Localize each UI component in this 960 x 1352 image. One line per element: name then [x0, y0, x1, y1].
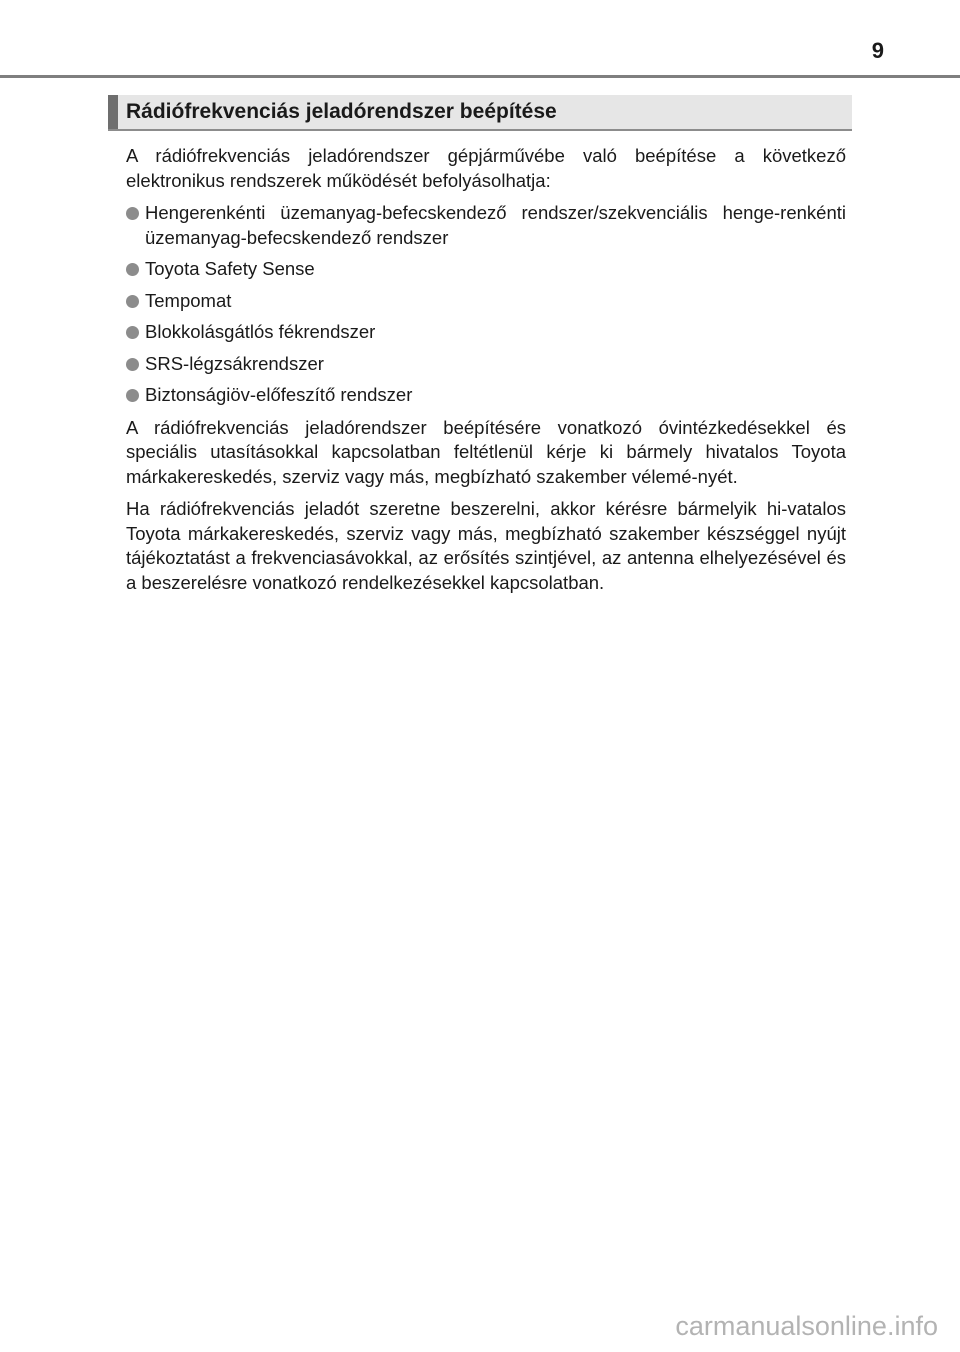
list-item [126, 352, 846, 377]
affected-systems-list [126, 201, 846, 408]
list-item [126, 289, 846, 314]
list-item [126, 320, 846, 345]
main-content [126, 144, 846, 603]
top-divider [0, 75, 960, 78]
list-item-text: Toyota Safety Sense [145, 258, 315, 279]
precautions-paragraph: A rádiófrekvenciás jeladórendszer beépítésére vonatkozó óvintézkedésekkel és speciális utasításokkal kapcsolatban feltétlenül kérje ki bármely hivatalos Toyota márkakereskedés, szerviz vagy más, megbízható szakember vélemé-nyét. [126, 416, 846, 487]
page-number: 9 [871, 38, 884, 63]
section-header [108, 95, 852, 131]
list-item [126, 201, 846, 250]
list-item-text: Hengerenkénti üzemanyag-befecskendező rendszer/szekvenciális henge-renkénti üzemanyag-befecskendező rendszer [145, 202, 846, 248]
intro-paragraph: A rádiófrekvenciás jeladórendszer gépjárművébe való beépítése a következő elektronikus rendszerek működését befolyásolhatja: [126, 145, 846, 191]
list-item [126, 257, 846, 282]
section-title: Rádiófrekvenciás jeladórendszer beépítése [126, 100, 557, 123]
list-item [126, 383, 846, 408]
bullet-icon [126, 326, 139, 339]
section-header-bar [108, 95, 118, 129]
installation-info-paragraph: Ha rádiófrekvenciás jeladót szeretne beszerelni, akkor kérésre bármelyik hi-vatalos Toyota márkakereskedés, szerviz vagy más, megbízható szakember készséggel nyújt tájékoztatást a frekvenciasávokkal, az erősítés szintjével, az antenna elhelyezésével és a beszerelésre vonatkozó rendelkezésekkel kapcsolatban. [126, 498, 846, 593]
list-item-text: SRS-légzsákrendszer [145, 352, 324, 374]
bullet-icon [126, 295, 139, 308]
list-item-text: Blokkolásgátlós fékrendszer [145, 321, 376, 342]
watermark: carmanualsonline.info [675, 1311, 938, 1341]
list-item-text: Biztonságiöv-előfeszítő rendszer [145, 384, 413, 405]
bullet-icon [126, 358, 139, 371]
bullet-icon [126, 207, 139, 220]
bullet-icon [126, 389, 139, 402]
bullet-icon [126, 263, 139, 276]
list-item-text: Tempomat [145, 289, 232, 311]
